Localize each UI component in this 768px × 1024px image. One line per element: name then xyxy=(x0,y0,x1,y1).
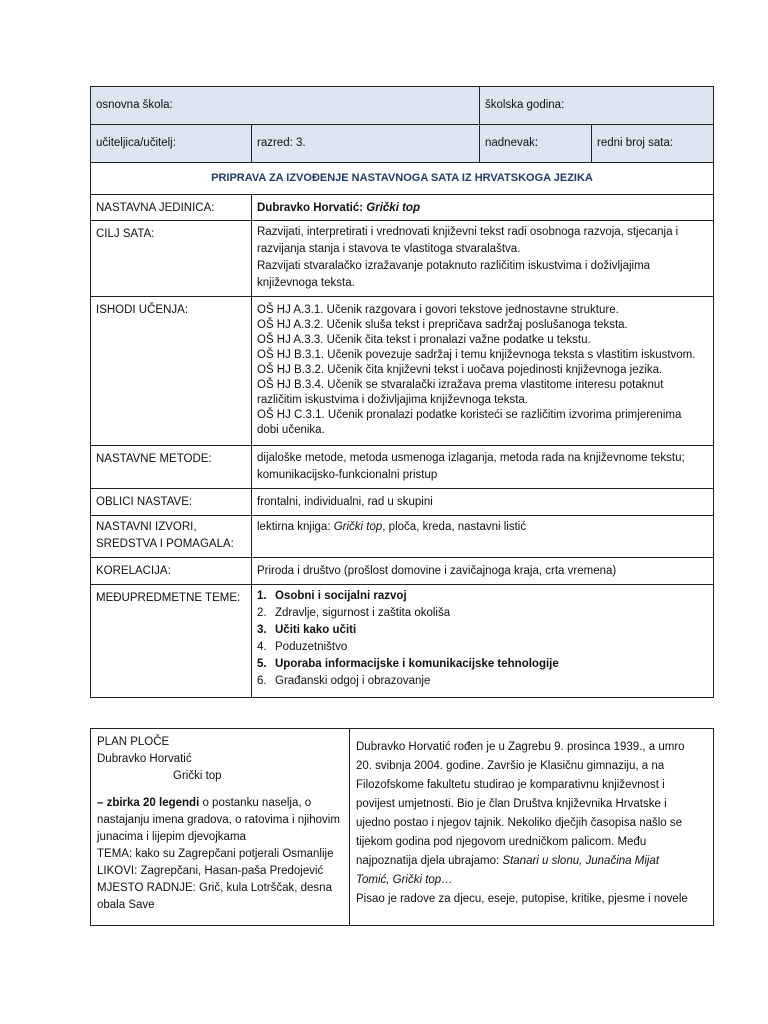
topic-text: Učiti kako učiti xyxy=(275,624,357,636)
board-plan-line: TEMA: kako su Zagrepčani potjerali Osmanlije xyxy=(97,848,334,860)
board-plan-line: LIKOVI: Zagrepčani, Hasan-paša Predojević xyxy=(97,865,324,877)
board-plan-line: MJESTO RADNJE: Grič, kula Lotrščak, desna xyxy=(97,882,332,894)
board-plan-table xyxy=(90,728,714,926)
bio-line: ujedno postao i njegov tajnik. Nekoliko dječjih časopisa našlo se xyxy=(356,817,683,829)
methods-value xyxy=(252,446,714,489)
unit-value xyxy=(252,195,714,221)
goal-label: CILJ SATA: xyxy=(91,221,252,297)
board-plan-cell xyxy=(91,729,350,926)
goal-line: Razvijati stvaralačko izražavanje potaknuto različitim iskustvima i doživljajima xyxy=(257,260,651,272)
board-plan-author: Dubravko Horvatić xyxy=(97,753,192,765)
unit-label: NASTAVNA JEDINICA: xyxy=(91,195,252,221)
topic-text: Osobni i socijalni razvoj xyxy=(275,590,407,602)
outcome-line: dobi učenika. xyxy=(257,424,325,436)
outcome-line: OŠ HJ B.3.2. Učenik čita književni tekst i uočava pojedinosti književnoga jezika. xyxy=(257,364,663,376)
topic-number: 3. xyxy=(257,624,267,636)
bio-line: Filozofskome fakultetu studirao je komparativnu književnost i xyxy=(356,779,665,791)
topic-item xyxy=(257,673,708,690)
topics-label: MEĐUPREDMETNE TEME: xyxy=(91,585,252,698)
lesson-number-field xyxy=(592,125,714,163)
board-plan-line: junacima i lijepim djevojkama xyxy=(97,831,246,843)
goal-line: razvijanja stanja i stavova te vlastitoga stvaralaštva. xyxy=(257,243,521,255)
topic-number: 4. xyxy=(257,641,267,653)
forms-value: frontalni, individualni, rad u skupini xyxy=(252,489,714,516)
header-row-1 xyxy=(91,87,714,125)
goal-line: književnoga teksta. xyxy=(257,277,355,289)
topic-text: Zdravlje, sigurnost i zaštita okoliša xyxy=(275,607,451,619)
topic-text: Poduzetništvo xyxy=(275,641,348,653)
bio-line: tijekom godina pod njegovom uredničkom palicom. Među xyxy=(356,836,647,848)
topic-number: 2. xyxy=(257,607,267,619)
outcome-line: OŠ HJ A.3.3. Učenik čita tekst i pronalazi važne podatke u tekstu. xyxy=(257,334,591,346)
correlation-label: KORELACIJA: xyxy=(91,558,252,585)
unit-author: Dubravko Horvatić: xyxy=(257,202,364,214)
outcomes-value xyxy=(252,297,714,446)
bio-works-prefix: najpoznatija djela ubrajamo: xyxy=(356,855,503,867)
goal-value xyxy=(252,221,714,297)
collection-prefix: – zbirka 20 legendi xyxy=(97,797,200,809)
outcome-line: OŠ HJ B.3.4. Učenik se stvaralački izražava prema vlastitome interesu potaknut xyxy=(257,379,664,391)
topic-number: 5. xyxy=(257,658,267,670)
unit-work: Grički top xyxy=(366,202,420,214)
author-bio-cell xyxy=(350,729,714,926)
outcome-line: OŠ HJ A.3.1. Učenik razgovara i govori tekstove jednostavne strukture. xyxy=(257,304,619,316)
topic-item xyxy=(257,622,708,639)
grade-label: razred: 3. xyxy=(257,137,306,149)
sources-label xyxy=(91,516,252,558)
bio-works-titles: Tomić, Grički top… xyxy=(356,874,453,886)
forms-label: OBLICI NASTAVE: xyxy=(91,489,252,516)
school-year-field xyxy=(480,87,714,125)
topic-text: Uporaba informacijske i komunikacijske tehnologije xyxy=(275,658,559,670)
sources-suffix: , ploča, kreda, nastavni listić xyxy=(382,521,527,533)
board-plan-line: obala Save xyxy=(97,899,155,911)
bio-works-line xyxy=(356,852,707,871)
topic-item xyxy=(257,639,708,656)
school-label: osnovna škola: xyxy=(96,99,173,111)
lesson-number-label: redni broj sata: xyxy=(597,137,674,149)
bio-line: povijest umjetnosti. Bio je član Društva književnika Hrvatske i xyxy=(356,798,667,810)
sources-value xyxy=(252,516,714,558)
date-field xyxy=(480,125,592,163)
methods-label: NASTAVNE METODE: xyxy=(91,446,252,489)
outcome-line: OŠ HJ A.3.2. Učenik sluša tekst i prepričava sadržaj poslušanoga teksta. xyxy=(257,319,628,331)
header-row-2 xyxy=(91,125,714,163)
topic-item xyxy=(257,656,708,673)
board-plan-heading: PLAN PLOČE xyxy=(97,736,170,748)
collection-rest: o postanku naselja, o xyxy=(199,797,312,809)
grade-field xyxy=(252,125,480,163)
outcome-line: OŠ HJ C.3.1. Učenik pronalazi podatke koristeći se različitim izvorima primjerenima xyxy=(257,409,682,421)
goal-line: Razvijati, interpretirati i vrednovati književni tekst radi osobnoga razvoja, stjecanja i xyxy=(257,226,679,238)
sources-prefix: lektirna knjiga: xyxy=(257,521,334,533)
methods-line: komunikacijsko-funkcionalni pristup xyxy=(257,469,438,481)
school-field xyxy=(91,87,480,125)
teacher-field xyxy=(91,125,252,163)
lesson-plan-table xyxy=(90,86,714,698)
board-plan-work: Grički top xyxy=(173,770,222,782)
sources-label-line: NASTAVNI IZVORI, xyxy=(96,521,197,533)
topic-item xyxy=(257,605,708,622)
sources-label-line: SREDSTVA I POMAGALA: xyxy=(96,538,234,550)
sources-book: Grički top xyxy=(333,521,383,533)
topic-item xyxy=(257,588,708,605)
teacher-label: učiteljica/učitelj: xyxy=(96,137,176,149)
methods-line: dijaloške metode, metoda usmenoga izlaganja, metoda rada na književnome tekstu; xyxy=(257,452,685,464)
bio-works-line-2 xyxy=(356,871,707,890)
topic-number: 1. xyxy=(257,590,267,602)
correlation-value: Priroda i društvo (prošlost domovine i zavičajnoga kraja, crta vremena) xyxy=(252,558,714,585)
board-plan-line: nastajanju imena gradova, o ratovima i njihovim xyxy=(97,814,340,826)
outcome-line: OŠ HJ B.3.1. Učenik povezuje sadržaj i temu književnoga teksta s vlastitim iskustvom. xyxy=(257,349,696,361)
school-year-label: školska godina: xyxy=(485,99,565,111)
topic-number: 6. xyxy=(257,675,267,687)
bio-line: Dubravko Horvatić rođen je u Zagrebu 9. prosinca 1939., a umro xyxy=(356,741,685,753)
outcome-line: različitim iskustvima i doživljajima književnoga teksta. xyxy=(257,394,528,406)
board-plan-collection xyxy=(97,795,343,812)
bio-works-titles: Stanari u slonu, Junačina Mijat xyxy=(502,855,660,867)
bio-line: Pisao je radove za djecu, eseje, putopise, kritike, pjesme i novele xyxy=(356,893,688,905)
topics-list xyxy=(252,585,714,698)
topic-text: Građanski odgoj i obrazovanje xyxy=(275,675,431,687)
bio-line: 20. svibnja 2004. godine. Završio je Klasičnu gimnaziju, a na xyxy=(356,760,665,772)
date-label: nadnevak: xyxy=(485,137,539,149)
document-title: PRIPRAVA ZA IZVOĐENJE NASTAVNOGA SATA IZ HRVATSKOGA JEZIKA xyxy=(91,163,714,195)
outcomes-label: ISHODI UČENJA: xyxy=(91,297,252,446)
